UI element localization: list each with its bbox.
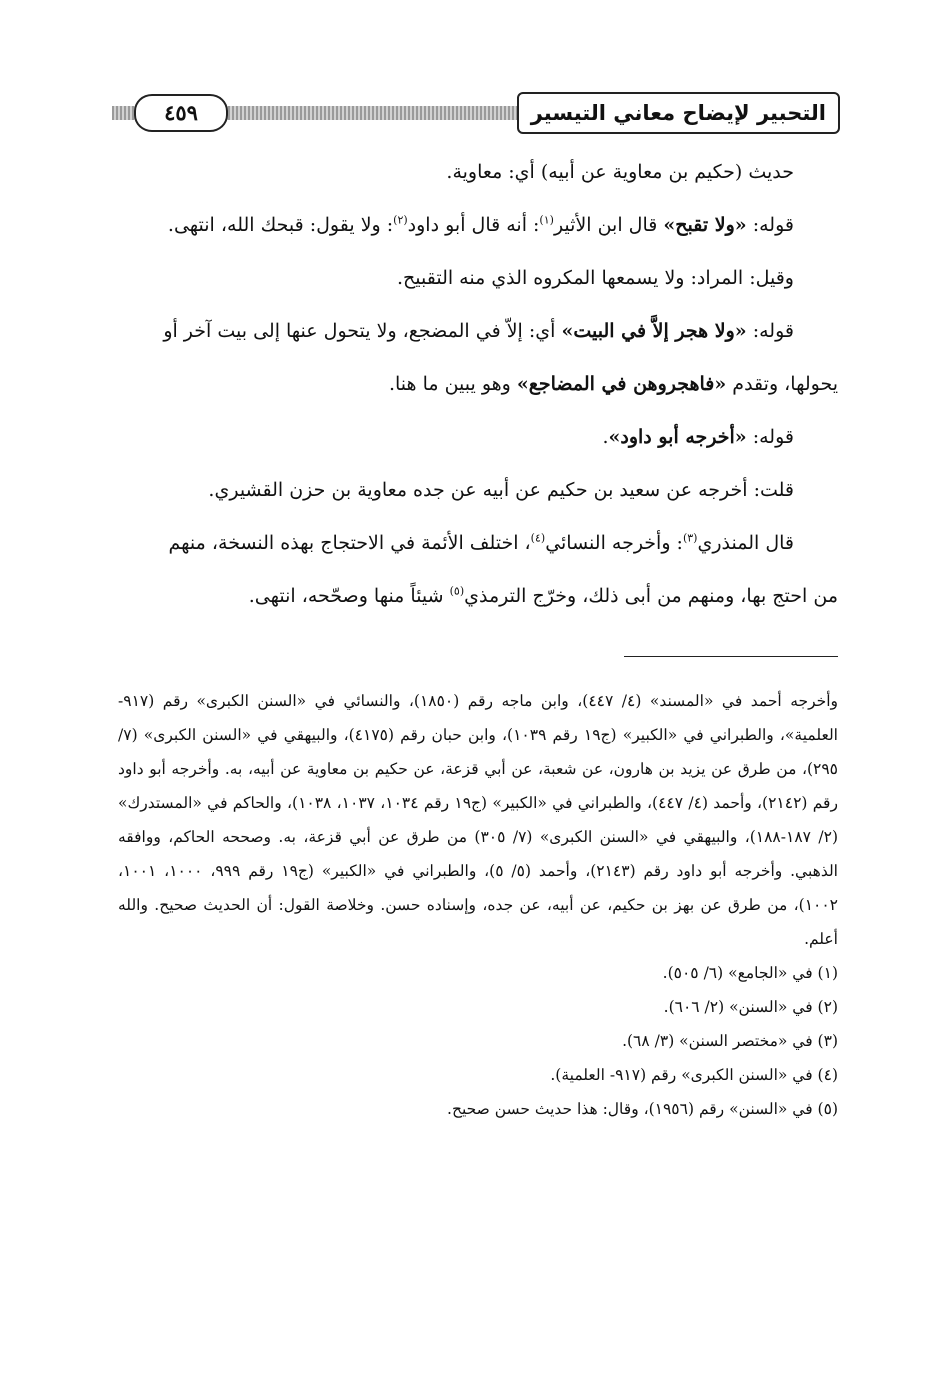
paragraph-6 (118, 464, 838, 517)
p4-quote: «ولا هجر إلاَّ في البيت» (561, 320, 747, 342)
footnote-ref-2[interactable]: (٢) (393, 213, 408, 227)
paragraph-5 (118, 411, 838, 464)
footnote-ref-4[interactable]: (٤) (530, 531, 546, 545)
footnote-ref-3[interactable]: (٣) (682, 531, 698, 545)
p8-text-c: ، اختلف الأئمة في الاحتجاج بهذه النسخة، منهم (168, 532, 531, 554)
main-text (118, 146, 838, 623)
p9-text-a: من احتج بها، ومنهم من أبى ذلك، وخرّج الترمذي (464, 585, 838, 607)
p5-text-a: يحولها، وتقدم (726, 373, 838, 395)
p2-quote: «ولا تقبح» (663, 214, 747, 236)
paragraph-1 (118, 146, 838, 199)
paragraph-2 (118, 199, 838, 252)
p8-text-a: قال المنذري (697, 532, 794, 554)
p2-lead: قوله: (746, 214, 794, 236)
p9-text-b: شيئاً منها وصحّحه، انتهى. (248, 585, 450, 607)
footnote-4: (٤) في «السنن الكبرى» رقم (٩١٧- العلمية). (550, 1066, 838, 1084)
footnote-5: (٥) في «السنن» رقم (١٩٥٦)، وقال: هذا حديث حسن صحيح. (447, 1100, 838, 1118)
p4-text-a: أي: إلاّ في المضجع، ولا يتحول عنها إلى بيت آخر أو (163, 320, 562, 342)
book-title: التحبير لإيضاح معاني التيسير (517, 92, 840, 134)
p1-text: حديث (حكيم بن معاوية عن أبيه) أي: معاوية. (446, 161, 794, 183)
p5-text-b: وهو يبين ما هنا. (388, 373, 517, 395)
p6-lead: قوله: (746, 426, 794, 448)
footnote-1: (١) في «الجامع» (٦/ ٥٠٥). (662, 964, 838, 982)
footnote-ref-5[interactable]: (٥) (449, 584, 465, 598)
p2-text-a: قال ابن الأثير (553, 214, 664, 236)
paragraph-3 (118, 252, 838, 305)
paragraph-4-cont (118, 358, 838, 411)
footnote-divider (624, 656, 838, 657)
paragraph-4 (118, 305, 838, 358)
p3-text: وقيل: المراد: ولا يسمعها المكروه الذي منه التقبيح. (396, 267, 794, 289)
page-number: ٤٥٩ (134, 94, 228, 132)
footnote-3: (٣) في «مختصر السنن» (٣/ ٦٨). (622, 1032, 838, 1050)
p5-quote: «فاهجروهن في المضاجع» (516, 373, 727, 395)
footnote-ref-1[interactable]: (١) (539, 213, 554, 227)
footnotes (118, 684, 838, 1126)
p2-text-b: : أنه قال أبو داود (407, 214, 540, 236)
p6-quote: «أخرجه أبو داود» (608, 426, 747, 448)
footnote-2: (٢) في «السنن» (٢/ ٦٠٦). (663, 998, 838, 1016)
footnote-continuation: وأخرجه أحمد في «المسند» (٤/ ٤٤٧)، وابن ماجه رقم (١٨٥٠)، والنسائي في «السنن الكبرى» رقم (٩١٧- العلمية»، والطبراني في «الكبير» (ج١٩ رقم ١٠٣٩)، وابن حبان رقم (٤١٧٥)، والبيهقي في «السنن الكبرى» (٧/ ٢٩٥)، من طرق عن يزيد بن هارون، عن شعبة، عن أبي قزعة، عن حكيم بن معاوية عن أبيه، به. وأخرجه أبو داود رقم (٢١٤٢)، وأحمد (٤/ ٤٤٧)، والطبراني في «الكبير» (ج١٩ رقم ١٠٣٤، ١٠٣٧، ١٠٣٨)، والحاكم في «المستدرك» (٢/ ١٨٧-١٨٨)، والبيهقي في «السنن الكبرى» (٧/ ٣٠٥) من طرق عن أبي قزعة، به. وصححه الحاكم، ووافقه الذهبي. وأخرجه أبو داود رقم (٢١٤٣)، وأحمد (٥/ ٥)، والطبراني في «الكبير» (ج١٩ رقم ٩٩٩، ١٠٠٠، ١٠٠١، ١٠٠٢)، من طرق عن بهز بن حكيم، عن أبيه، عن جده، وإسناده حسن. وخلاصة القول: أن الحديث صحيح. والله أعلم. (118, 692, 839, 948)
p7-text: قلت: أخرجه عن سعيد بن حكيم عن أبيه عن جده معاوية بن حزن القشيري. (208, 479, 794, 501)
running-header (112, 92, 840, 138)
p8-text-b: : وأخرجه النسائي (545, 532, 683, 554)
paragraph-7 (118, 517, 838, 570)
p2-text-c: : ولا يقول: قبحك الله، انتهى. (167, 214, 394, 236)
p6-end: . (602, 426, 609, 448)
p4-lead: قوله: (746, 320, 794, 342)
paragraph-7-cont (118, 570, 838, 623)
